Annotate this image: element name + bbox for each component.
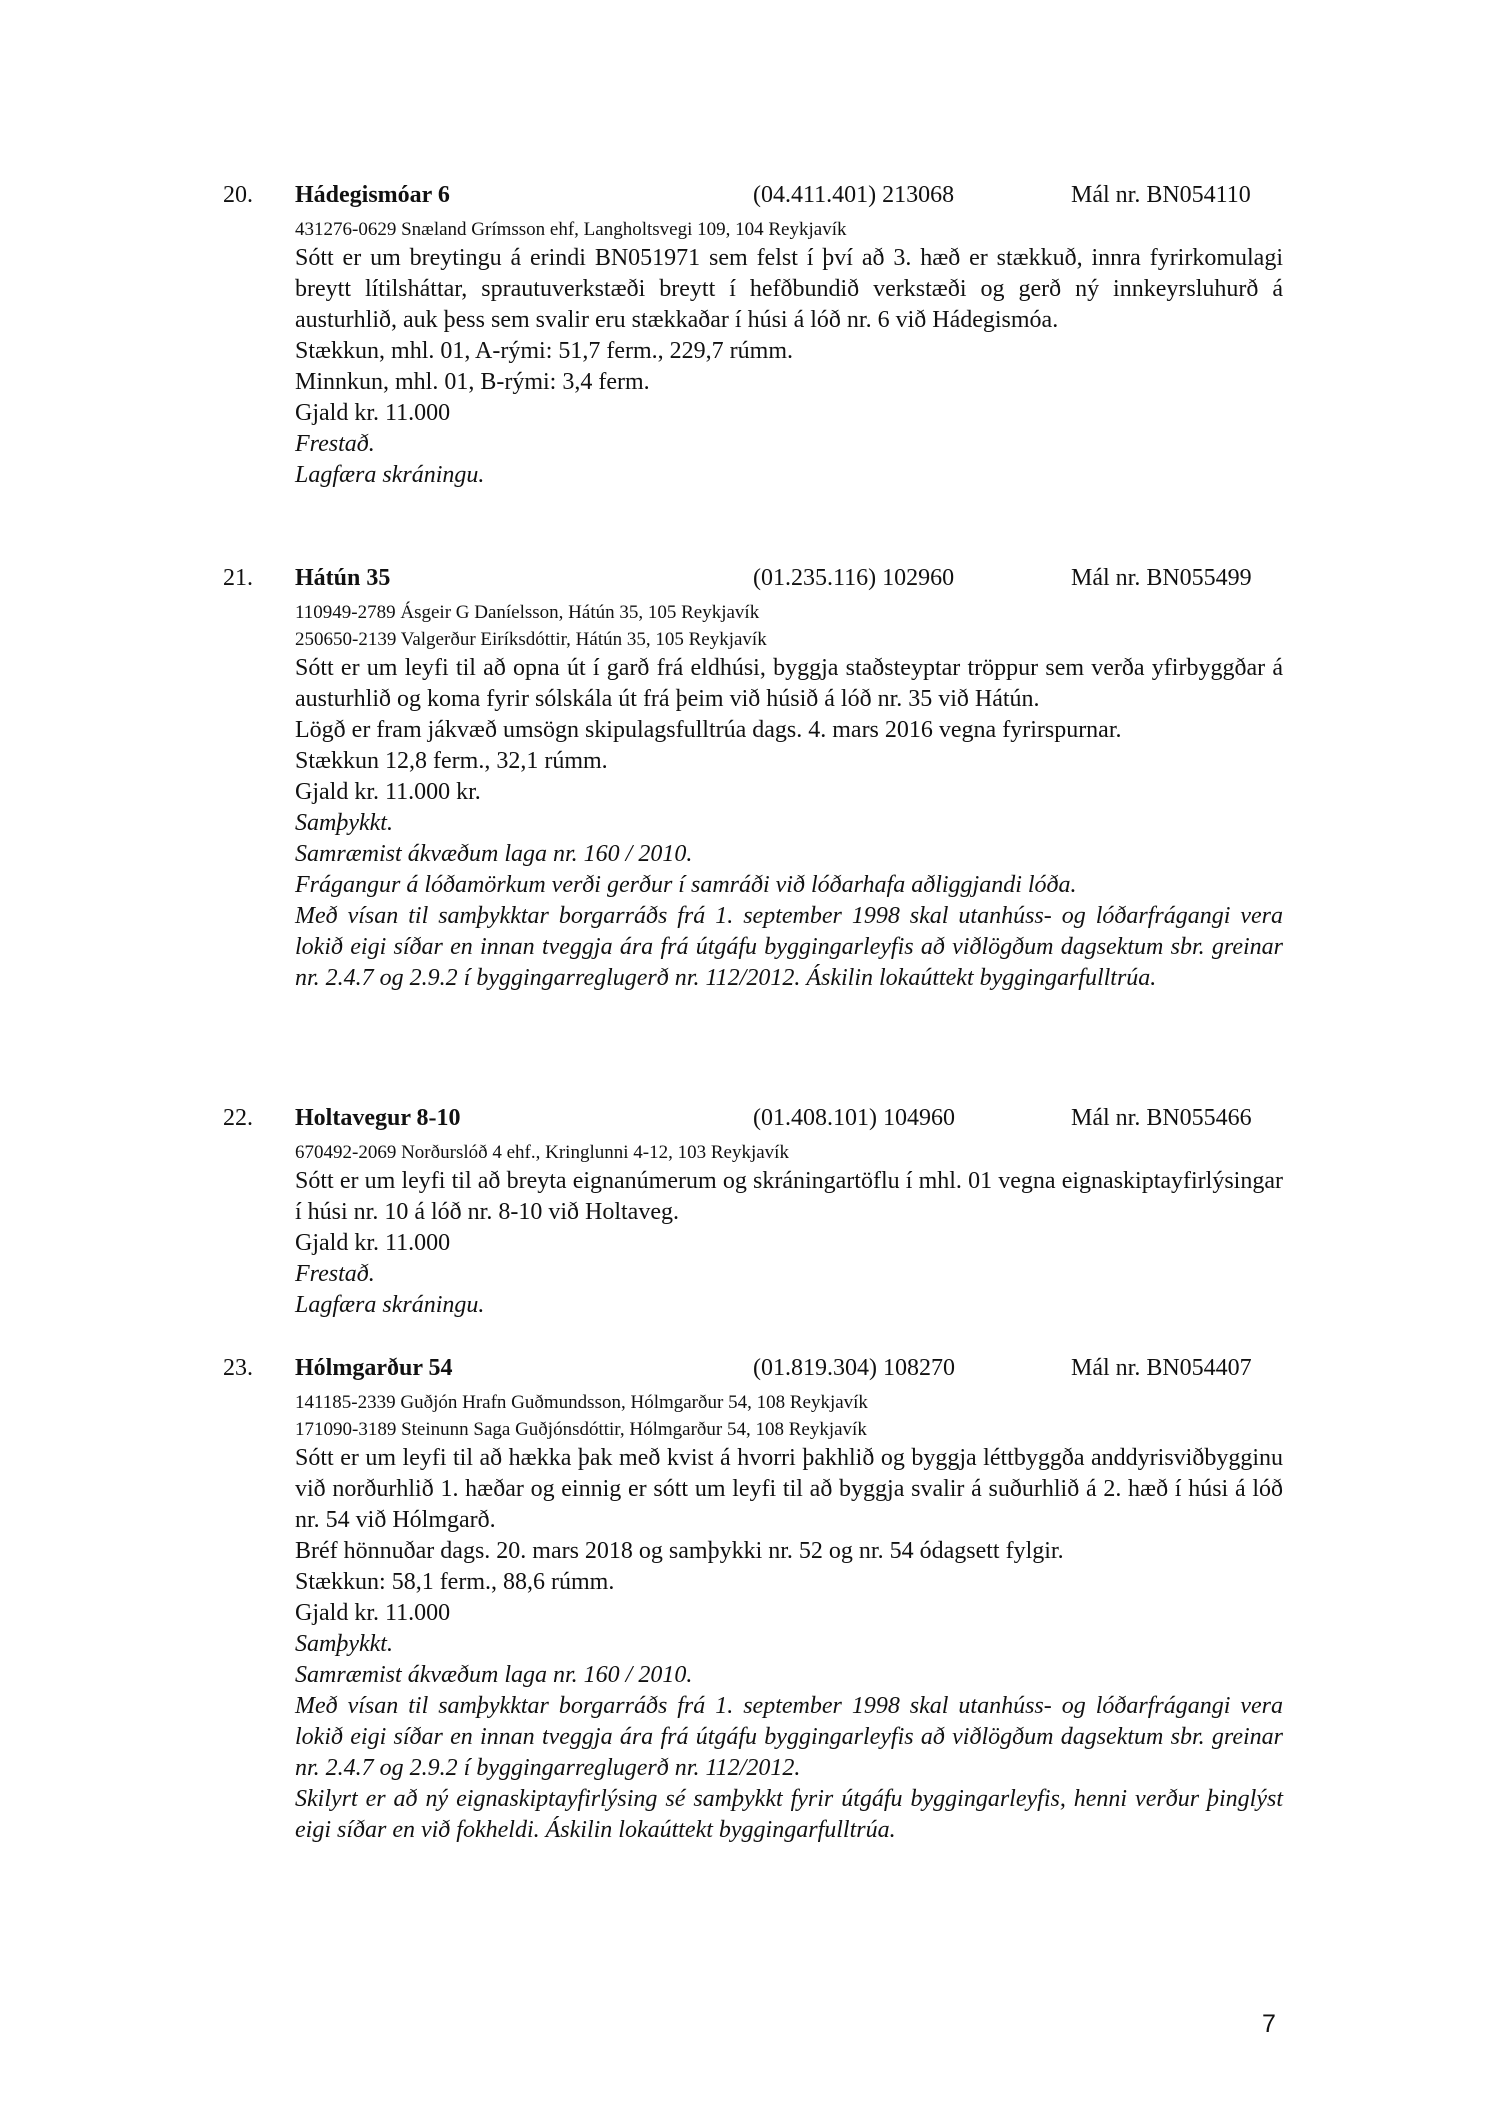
decision-note: Samræmist ákvæðum laga nr. 160 / 2010. <box>295 841 693 867</box>
item-case-number: Mál nr. BN054407 <box>1071 1355 1252 1381</box>
decision-note: Samræmist ákvæðum laga nr. 160 / 2010. <box>295 1662 693 1688</box>
agenda-item-21 <box>223 565 1283 994</box>
body-line: Lögð er fram jákvæð umsögn skipulagsfulltrúa dags. 4. mars 2016 vegna fyrirspurnar. <box>295 717 1122 743</box>
item-header <box>223 182 1283 216</box>
decision-note: Með vísan til samþykktar borgarráðs frá 1. september 1998 skal utanhúss- og lóðarfrágangi vera lokið eigi síðar en innan tveggja ára frá útgáfu byggingarleyfis að viðlögðum dagsektum sbr. greinar nr. 2.4.7 og 2.9.2 í byggingarreglugerð nr. 112/2012. Áskilin lokaúttekt byggingarfulltrúa. <box>295 903 1283 991</box>
body-line: Minnkun, mhl. 01, B-rými: 3,4 ferm. <box>295 369 650 395</box>
decision-note: Skilyrt er að ný eignaskiptayfirlýsing sé samþykkt fyrir útgáfu byggingarleyfis, henni verður þinglýst eigi síðar en við fokheldi. Áskilin lokaúttekt byggingarfulltrúa. <box>295 1786 1283 1843</box>
body-line: Gjald kr. 11.000 <box>295 400 451 426</box>
body-line: Gjald kr. 11.000 kr. <box>295 779 481 805</box>
agenda-item-22 <box>223 1105 1283 1321</box>
item-number: 23. <box>223 1355 253 1381</box>
item-header <box>223 565 1283 599</box>
body-line: Sótt er um leyfi til að breyta eignanúmerum og skráningartöflu í mhl. 01 vegna eignaskiptayfirlýsingar í húsi nr. 10 á lóð nr. 8-10 við Holtaveg. <box>295 1168 1283 1225</box>
item-body <box>295 1443 1283 1846</box>
item-property-ref: (04.411.401) 213068 <box>753 182 955 208</box>
body-line: Sótt er um breytingu á erindi BN051971 sem felst í því að 3. hæð er stækkuð, innra fyrirkomulagi breytt lítilsháttar, sprautuverkstæði breytt í hefðbundið verkstæði og gerð ný innkeyrsluhurð á austurhlið, auk þess sem svalir eru stækkaðar í húsi á lóð nr. 6 við Hádegismóa. <box>295 245 1283 333</box>
decision-note: Frágangur á lóðamörkum verði gerður í samráði við lóðarhafa aðliggjandi lóða. <box>295 872 1077 898</box>
body-line: Stækkun, mhl. 01, A-rými: 51,7 ferm., 229,7 rúmm. <box>295 338 793 364</box>
item-property-ref: (01.408.101) 104960 <box>753 1105 955 1131</box>
body-line: Bréf hönnuðar dags. 20. mars 2018 og samþykki nr. 52 og nr. 54 ódagsett fylgir. <box>295 1538 1064 1564</box>
item-body <box>295 653 1283 994</box>
decision-note: Frestað. <box>295 1261 375 1287</box>
item-case-number: Mál nr. BN054110 <box>1071 182 1251 208</box>
applicant: 670492-2069 Norðurslóð 4 ehf., Kringlunni 4-12, 103 Reykjavík <box>295 1142 789 1163</box>
body-line: Stækkun 12,8 ferm., 32,1 rúmm. <box>295 748 608 774</box>
agenda-item-23 <box>223 1355 1283 1846</box>
body-line: Gjald kr. 11.000 <box>295 1230 451 1256</box>
decision-note: Frestað. <box>295 431 375 457</box>
item-address: Hólmgarður 54 <box>295 1355 453 1381</box>
item-address: Holtavegur 8-10 <box>295 1105 461 1131</box>
item-body <box>295 1166 1283 1321</box>
applicant: 141185-2339 Guðjón Hrafn Guðmundsson, Hólmgarður 54, 108 Reykjavík <box>295 1392 868 1413</box>
item-property-ref: (01.819.304) 108270 <box>753 1355 955 1381</box>
agenda-item-20 <box>223 182 1283 491</box>
item-header <box>223 1105 1283 1139</box>
item-case-number: Mál nr. BN055466 <box>1071 1105 1252 1131</box>
decision-note: Samþykkt. <box>295 810 393 836</box>
decision-note: Lagfæra skráningu. <box>295 1292 485 1318</box>
item-property-ref: (01.235.116) 102960 <box>753 565 955 591</box>
item-address: Hátún 35 <box>295 565 391 591</box>
item-address: Hádegismóar 6 <box>295 182 450 208</box>
body-line: Sótt er um leyfi til að opna út í garð frá eldhúsi, byggja staðsteyptar tröppur sem verða yfirbyggðar á austurhlið og koma fyrir sólskála út frá þeim við húsið á lóð nr. 35 við Hátún. <box>295 655 1283 712</box>
applicant: 250650-2139 Valgerður Eiríksdóttir, Hátún 35, 105 Reykjavík <box>295 629 767 650</box>
item-case-number: Mál nr. BN055499 <box>1071 565 1252 591</box>
item-number: 21. <box>223 565 253 591</box>
applicant: 431276-0629 Snæland Grímsson ehf, Langholtsvegi 109, 104 Reykjavík <box>295 219 847 240</box>
decision-note: Lagfæra skráningu. <box>295 462 485 488</box>
body-line: Gjald kr. 11.000 <box>295 1600 451 1626</box>
body-line: Stækkun: 58,1 ferm., 88,6 rúmm. <box>295 1569 615 1595</box>
item-body <box>295 243 1283 491</box>
decision-note: Samþykkt. <box>295 1631 393 1657</box>
applicant: 171090-3189 Steinunn Saga Guðjónsdóttir, Hólmgarður 54, 108 Reykjavík <box>295 1419 867 1440</box>
page-number: 7 <box>1262 2010 1276 2038</box>
item-number: 20. <box>223 182 253 208</box>
item-number: 22. <box>223 1105 253 1131</box>
body-line: Sótt er um leyfi til að hækka þak með kvist á hvorri þakhlið og byggja léttbyggða anddyrisviðbygginu við norðurhlið 1. hæðar og einnig er sótt um leyfi til að byggja svalir á suðurhlið á 2. hæð í húsi á lóð nr. 54 við Hólmgarð. <box>295 1445 1283 1533</box>
item-header <box>223 1355 1283 1389</box>
applicant: 110949-2789 Ásgeir G Daníelsson, Hátún 35, 105 Reykjavík <box>295 602 760 623</box>
decision-note: Með vísan til samþykktar borgarráðs frá 1. september 1998 skal utanhúss- og lóðarfrágangi vera lokið eigi síðar en innan tveggja ára frá útgáfu byggingarleyfis að viðlögðum dagsektum sbr. greinar nr. 2.4.7 og 2.9.2 í byggingarreglugerð nr. 112/2012. <box>295 1693 1283 1781</box>
